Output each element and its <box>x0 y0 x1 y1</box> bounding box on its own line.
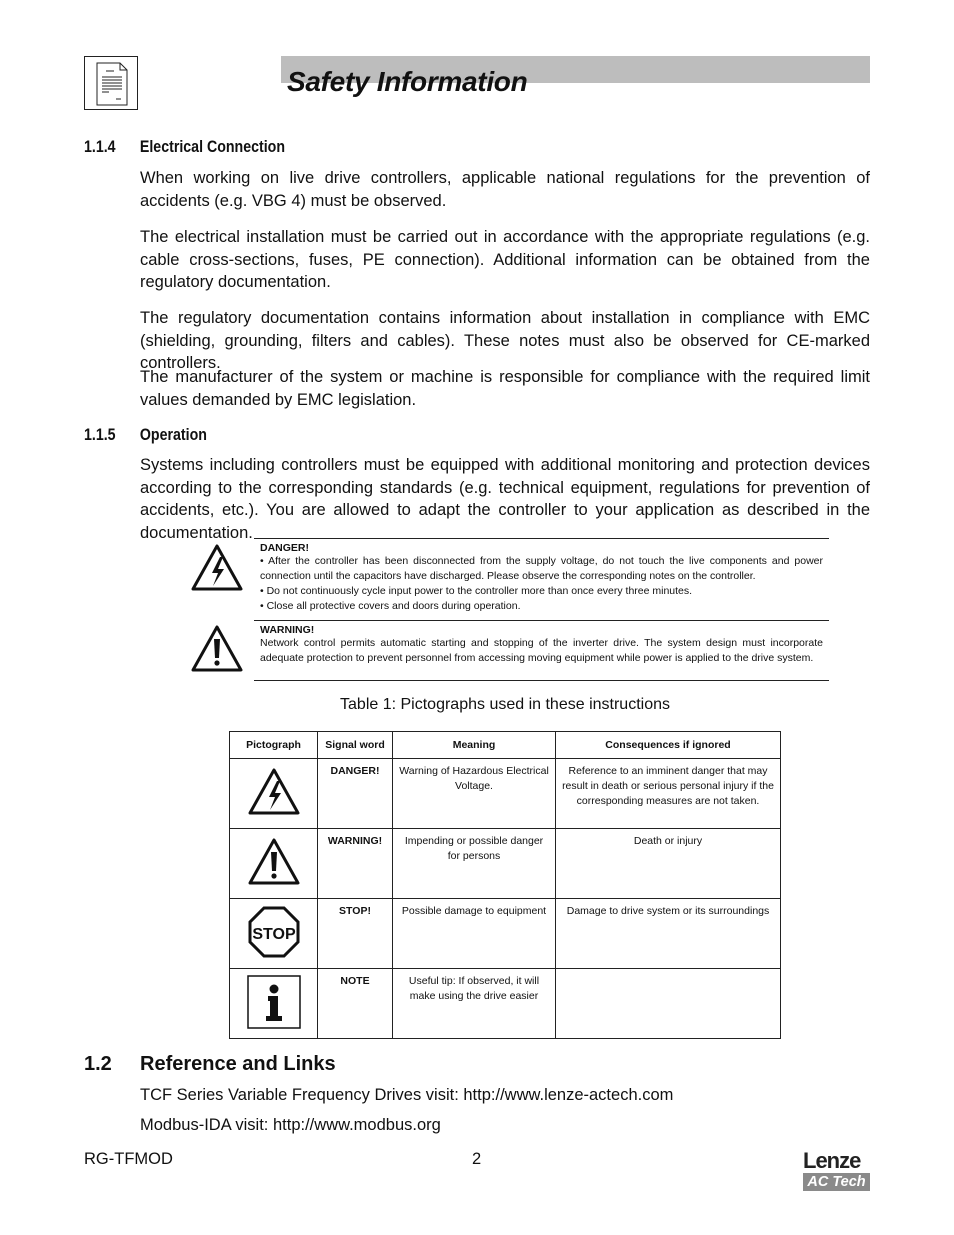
column-header: Signal word <box>318 732 393 759</box>
stop-sign-icon <box>247 905 301 959</box>
meaning-cell <box>393 899 556 969</box>
meaning-cell <box>393 829 556 899</box>
paragraph: The regulatory documentation contains information about installation in compliance with EMC (shielding, grounding, filters and cables). These notes must also be observed for CE-marked controllers. <box>140 309 870 372</box>
exclamation-warning-icon <box>247 837 301 887</box>
section-title: Operation <box>139 426 207 444</box>
consequence-cell <box>556 829 781 899</box>
table-row <box>230 829 781 899</box>
pictograph-cell <box>230 899 318 969</box>
pictograph-table <box>229 731 781 1039</box>
paragraph: The manufacturer of the system or machine is responsible for compliance with the required limit values demanded by EMC legislation. <box>140 368 870 409</box>
signal-word: STOP! <box>339 905 371 917</box>
signal-word-cell <box>318 759 393 829</box>
pictograph-cell <box>230 969 318 1039</box>
notice-line: • Close all protective covers and doors during operation. <box>260 600 521 612</box>
logo-lenze: Lenze <box>803 1148 861 1173</box>
signal-word-cell <box>318 829 393 899</box>
page-title: Safety Information <box>287 66 528 97</box>
consequence-text <box>556 969 780 974</box>
paragraph: When working on live drive controllers, applicable national regulations for the prevention of accidents (e.g. VBG 4) must be observed. <box>140 169 870 210</box>
reference-line <box>140 1086 673 1105</box>
table-caption: Table 1: Pictographs used in these instructions <box>340 696 670 713</box>
table-row <box>230 969 781 1039</box>
notice-line: • After the controller has been disconnected from the supply voltage, do not touch the live components and power connection until the capacitors have discharged. Please observe the corresponding notes on the controller. <box>260 555 823 582</box>
pictograph-cell <box>230 759 318 829</box>
meaning-cell <box>393 969 556 1039</box>
consequence-text: Reference to an imminent danger that may result in death or serious personal injury if the corresponding measures are not taken. <box>562 765 774 807</box>
pictograph-cell <box>230 829 318 899</box>
document-icon <box>84 56 138 110</box>
consequence-text: Damage to drive system or its surroundings <box>566 905 770 917</box>
notice-line: • Do not continuously cycle input power to the controller more than once every three minutes. <box>260 585 693 597</box>
meaning-cell <box>393 759 556 829</box>
consequence-cell <box>556 969 781 1039</box>
signal-word: DANGER! <box>330 765 380 777</box>
reference-label: TCF Series Variable Frequency Drives visit: <box>140 1086 464 1104</box>
consequence-cell <box>556 899 781 969</box>
svg-text:STOP: STOP <box>251 926 296 943</box>
danger-notice <box>254 538 829 614</box>
consequence-text: Death or injury <box>633 835 703 847</box>
consequence-cell <box>556 759 781 829</box>
notice-title: WARNING! <box>260 624 315 636</box>
reference-label: Modbus-IDA visit: <box>140 1116 273 1134</box>
document-code: RG-TFMOD <box>84 1150 173 1168</box>
column-header: Pictograph <box>230 732 318 759</box>
exclamation-warning-icon <box>190 624 244 679</box>
signal-word-cell <box>318 969 393 1039</box>
lenze-actech-logo <box>803 1150 870 1191</box>
high-voltage-warning-icon <box>247 767 301 817</box>
table-row <box>230 759 781 829</box>
notice-line: Network control permits automatic starting and stopping of the inverter drive. The system design must incorporate adequate protection to prevent personnel from accessing moving equipment while power is applied to the drive system. <box>260 637 823 664</box>
meaning-text: Impending or possible danger for persons <box>404 835 544 862</box>
warning-notice <box>254 620 829 666</box>
column-header: Consequences if ignored <box>556 732 781 759</box>
high-voltage-warning-icon <box>190 543 244 598</box>
column-header: Meaning <box>393 732 556 759</box>
notice-title: DANGER! <box>260 542 309 554</box>
meaning-text: Possible damage to equipment <box>401 905 547 917</box>
notice-divider <box>254 680 829 681</box>
logo-actech: AC Tech <box>803 1173 870 1191</box>
paragraph: Systems including controllers must be equipped with additional monitoring and protection devices according to the corresponding standards (e.g. technical equipment, regulations for prevention of accidents, etc.). You are allowed to adapt the controller to your application as described in the documentation. <box>140 456 870 542</box>
table-header-row <box>230 732 781 759</box>
signal-word: NOTE <box>340 975 370 987</box>
section-heading-reference-links <box>84 1053 336 1076</box>
section-title: Electrical Connection <box>139 138 285 156</box>
section-number: 1.1.4 <box>84 138 116 156</box>
section-heading-electrical-connection <box>84 138 285 157</box>
signal-word-cell <box>318 899 393 969</box>
section-title: Reference and Links <box>140 1053 336 1075</box>
section-number: 1.1.5 <box>84 426 116 444</box>
reference-line <box>140 1116 441 1135</box>
reference-link[interactable]: http://www.lenze-actech.com <box>463 1086 674 1104</box>
signal-word: WARNING! <box>327 835 383 847</box>
paragraph: The electrical installation must be carried out in accordance with the appropriate regulations (e.g. cable cross-sections, fuses, PE connection). Additional information can be obtained from the regulatory documentation. <box>140 228 870 291</box>
meaning-text: Warning of Hazardous Electrical Voltage. <box>399 765 549 792</box>
meaning-text: Useful tip: If observed, it will make using the drive easier <box>408 975 540 1002</box>
info-icon <box>246 974 302 1030</box>
section-heading-operation <box>84 426 207 445</box>
table-row <box>230 899 781 969</box>
section-number: 1.2 <box>84 1053 112 1075</box>
reference-link[interactable]: http://www.modbus.org <box>272 1116 441 1134</box>
page-number: 2 <box>472 1150 482 1168</box>
